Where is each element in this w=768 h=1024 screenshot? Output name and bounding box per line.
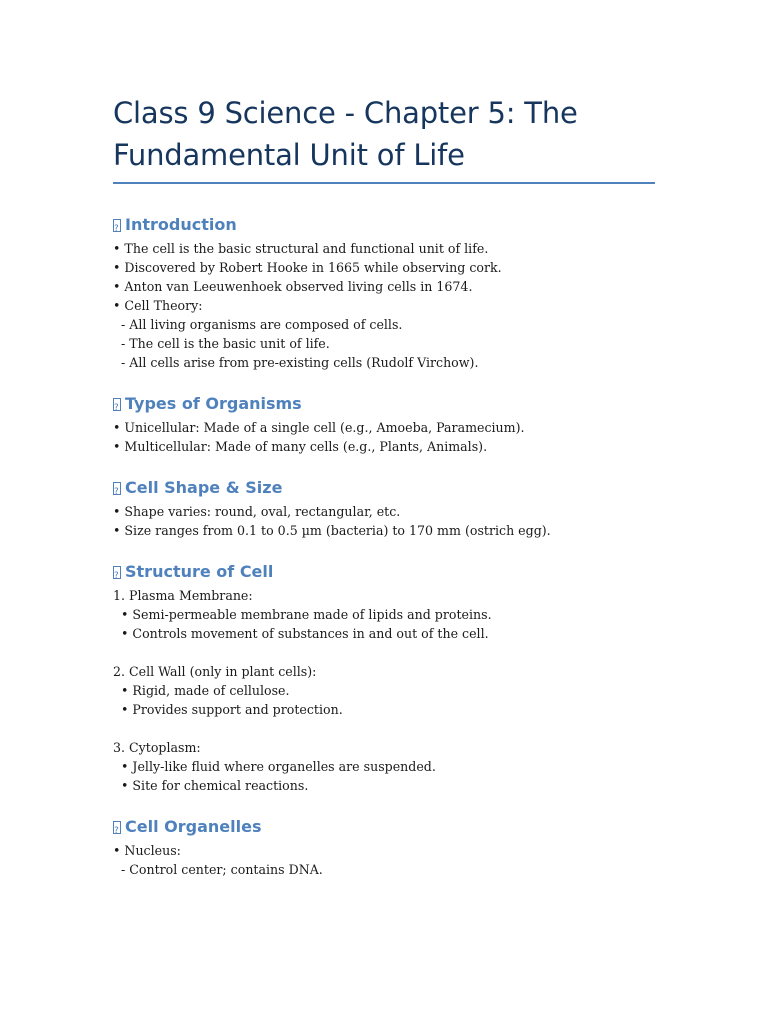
emoji-placeholder-icon <box>113 821 121 834</box>
section-heading <box>113 477 655 499</box>
bullet-line: • Size ranges from 0.1 to 0.5 µm (bacteria) to 170 mm (ostrich egg). <box>113 523 551 538</box>
numbered-item: 1. Plasma Membrane: <box>113 588 253 603</box>
sub-bullet-line: • Site for chemical reactions. <box>121 778 309 793</box>
section-heading-text: Cell Shape & Size <box>125 478 283 497</box>
numbered-item: 3. Cytoplasm: <box>113 740 201 755</box>
section-heading <box>113 214 655 236</box>
sub-bullet-line: • Jelly-like fluid where organelles are suspended. <box>121 759 436 774</box>
document-title <box>113 92 655 182</box>
bullet-line: • Shape varies: round, oval, rectangular, etc. <box>113 504 401 519</box>
section-heading-text: Introduction <box>125 215 237 234</box>
bullet-line: • The cell is the basic structural and functional unit of life. <box>113 241 489 256</box>
blank-line <box>113 643 655 662</box>
section-heading <box>113 561 655 583</box>
section-introduction <box>113 214 655 372</box>
sub-bullet-line: • Semi-permeable membrane made of lipids and proteins. <box>121 607 492 622</box>
numbered-item: 2. Cell Wall (only in plant cells): <box>113 664 317 679</box>
section-heading-text: Structure of Cell <box>125 562 274 581</box>
document-title-line-1: Class 9 Science - Chapter 5: The <box>113 96 578 130</box>
emoji-placeholder-icon <box>113 566 121 579</box>
section-heading-text: Cell Organelles <box>125 817 262 836</box>
bullet-line: • Unicellular: Made of a single cell (e.g., Amoeba, Paramecium). <box>113 420 525 435</box>
section-structure-of-cell <box>113 561 655 795</box>
bullet-line: • Cell Theory: <box>113 298 203 313</box>
sub-point-line: - The cell is the basic unit of life. <box>121 336 330 351</box>
title-underline <box>113 182 655 184</box>
bullet-line: • Anton van Leeuwenhoek observed living cells in 1674. <box>113 279 473 294</box>
blank-line <box>113 719 655 738</box>
bullet-line: • Discovered by Robert Hooke in 1665 while observing cork. <box>113 260 502 275</box>
section-heading <box>113 816 655 838</box>
section-cell-organelles <box>113 816 655 879</box>
bullet-line: • Multicellular: Made of many cells (e.g., Plants, Animals). <box>113 439 488 454</box>
sub-bullet-line: • Rigid, made of cellulose. <box>121 683 290 698</box>
document-page <box>113 92 655 900</box>
sub-bullet-line: • Controls movement of substances in and out of the cell. <box>121 626 489 641</box>
emoji-placeholder-icon <box>113 482 121 495</box>
sub-point-line: - All cells arise from pre-existing cells (Rudolf Virchow). <box>121 355 479 370</box>
document-title-line-2: Fundamental Unit of Life <box>113 138 465 172</box>
section-types-of-organisms <box>113 393 655 456</box>
section-cell-shape-size <box>113 477 655 540</box>
bullet-line: • Nucleus: <box>113 843 181 858</box>
emoji-placeholder-icon <box>113 398 121 411</box>
emoji-placeholder-icon <box>113 219 121 232</box>
section-heading <box>113 393 655 415</box>
sub-bullet-line: • Provides support and protection. <box>121 702 343 717</box>
section-heading-text: Types of Organisms <box>125 394 302 413</box>
sub-point-line: - Control center; contains DNA. <box>121 862 323 877</box>
sub-point-line: - All living organisms are composed of cells. <box>121 317 403 332</box>
